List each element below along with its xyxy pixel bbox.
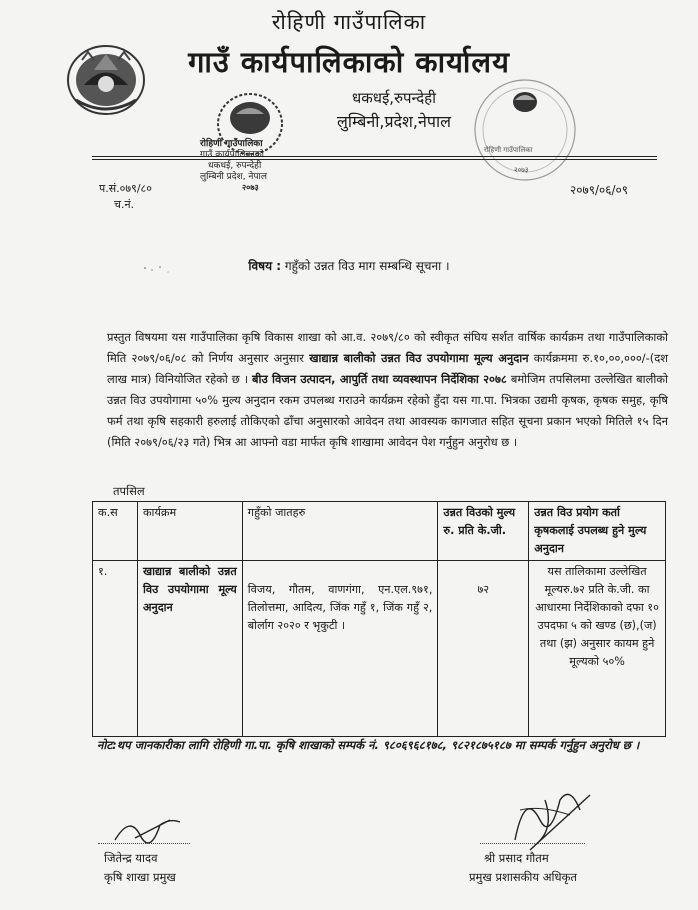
header-divider-top [92,156,657,157]
col-header-price: उन्नत विउको मुल्य रु. प्रति के.जी. [438,502,529,561]
table-header-row [93,502,666,561]
cell-varieties: विजय, गौतम, वाणगंगा, एन.एल.९७१, तिलोत्तमा, आदित्य, जिंक गहुँ १, जिंक गहुँ २, बोर्लाग २०२० र भृकुटी । [242,561,438,737]
stamp-text-3: धकधई, रुपन्देही [208,161,262,171]
header-municipality: रोहिणी गाउँपालिका [271,10,427,34]
signatory-left-title: कृषि शाखा प्रमुख [104,870,176,884]
header-province: लुम्बिनी,प्रदेश,नेपाल [337,112,451,131]
subject-line [0,257,698,274]
cell-program: खाद्यान्न बालीको उन्नत विउ उपयोगामा मूल्य अनुदान [137,561,242,737]
cell-price: ७२ [438,561,529,737]
signatory-right-name: श्री प्रसाद गौतम [484,851,549,865]
subject-label: विषय : [248,259,282,273]
signature-right-icon [500,780,600,860]
body-text-1: प्रस्तुत विषयमा यस गाउँपालिका कृषि विकास शाखा को आ.व. २०७९/८० को स्वीकृत संघिय सर्शत वार्षिक कार्यक्रम तथा गाउँपालिकाको मिति २०७९/०६/०८ को निर्णय अनुसार अनुसार [107,330,668,365]
letter-date: २०७९/०६/०९ [570,183,629,197]
signatory-right-title: प्रमुख प्रशासकीय अधिकृत [469,870,577,884]
dispatch-number: च.नं. [114,198,135,211]
notice-body [107,327,668,453]
reference-number: प.सं.०७९/८० [99,182,152,195]
header-divider-bottom [92,159,657,160]
schedule-heading: तपसिल [113,484,145,498]
header-office: गाउँ कार्यपालिकाको कार्यालय [188,45,510,79]
signature-left-icon [110,810,190,850]
stamp-text-4: लुम्बिनी प्रदेश, नेपाल [200,172,267,182]
cell-sn: १. [93,561,138,737]
contact-note: नोट:थप जानकारीका लागि रोहिणी गा.पा. कृषि शाखाको सम्पर्क नं. ९८०६९६८१७८, ९८२१८७५१८७ मा सम्पर्क गर्नुहुन अनुरोध छ । [97,738,640,752]
body-directive-name: बीउ विजन उत्पादन, आपुर्ति तथा व्यवस्थापन निर्देशिका २०७८ [252,372,507,386]
cell-subsidy: यस तालिकामा उल्लेखित मूल्यरु.७२ प्रति के.जी. का आधारमा निर्देशिकाको दफा १० उपदफा ५ को खण्ड (छ),(ज) तथा (झ) अनुसार कायम हुने मूल्यको ५०% [529,561,666,737]
seal-year: २०७३ [514,166,529,174]
col-header-sn: क.स [93,502,138,561]
signature-line-right [480,843,585,844]
schedule-table [92,501,666,737]
col-header-program: कार्यक्रम [137,502,242,561]
seal-text: रोहिणी गाउँपालिका [484,146,533,154]
table-row [93,561,666,737]
body-program-name: खाद्यान्न बालीको उन्नत विउ उपयोगामा मूल्य अनुदान [309,351,529,365]
signature-line-left [98,843,190,844]
subject-text: गहुँको उन्नत विउ माग सम्बन्धि सूचना । [284,259,450,273]
body-text-3: बमोजिम तपसिलमा उल्लेखित बालीको उन्नत विउ उपयोगामा ५०% मुल्य अनुदान रकम उपलब्ध गराउने कार्यक्रम रहेको हुँदा यस गा.पा. भित्रका उद्यमी कृषक, कृषक समुह, कृषि फर्म तथा कृषि सहकारी हरुलाई तोकिएको ढाँचा अनुसारको आवेदन तथा आवस्यक कागजात सहित सूचना प्रकान भएको मितिले १५ दिन (मिति २०७९/०६/२३ गते) भित्र आ आफ्नो वडा मार्फत कृषि शाखामा आवेदन पेश गर्नुहुन अनुरोध छ । [107,372,668,449]
signatory-left-name: जितेन्द्र यादव [104,851,158,865]
col-header-subsidy: उन्नत विउ प्रयोग कर्ता कृषकलाई उपलब्ध हुने मुल्य अनुदान [529,502,666,561]
office-stamp-icon [190,84,320,194]
body-text-2: कार्यक्रममा रु.१०,००,०००/-(दश लाख मात्र) विनियोजित रहेको छ । [107,351,668,386]
header-address: धकधई,रुपन्देही [351,89,437,107]
office-seal-faded-icon [470,60,580,200]
stamp-text-1: रोहिणी गाउँपालिका [200,139,263,149]
stamp-text-2: गाउँ कार्यपालिकाको [200,150,265,160]
col-header-varieties: गहुँको जातहरु [242,502,438,561]
stamp-year: २०७३ [242,183,259,192]
